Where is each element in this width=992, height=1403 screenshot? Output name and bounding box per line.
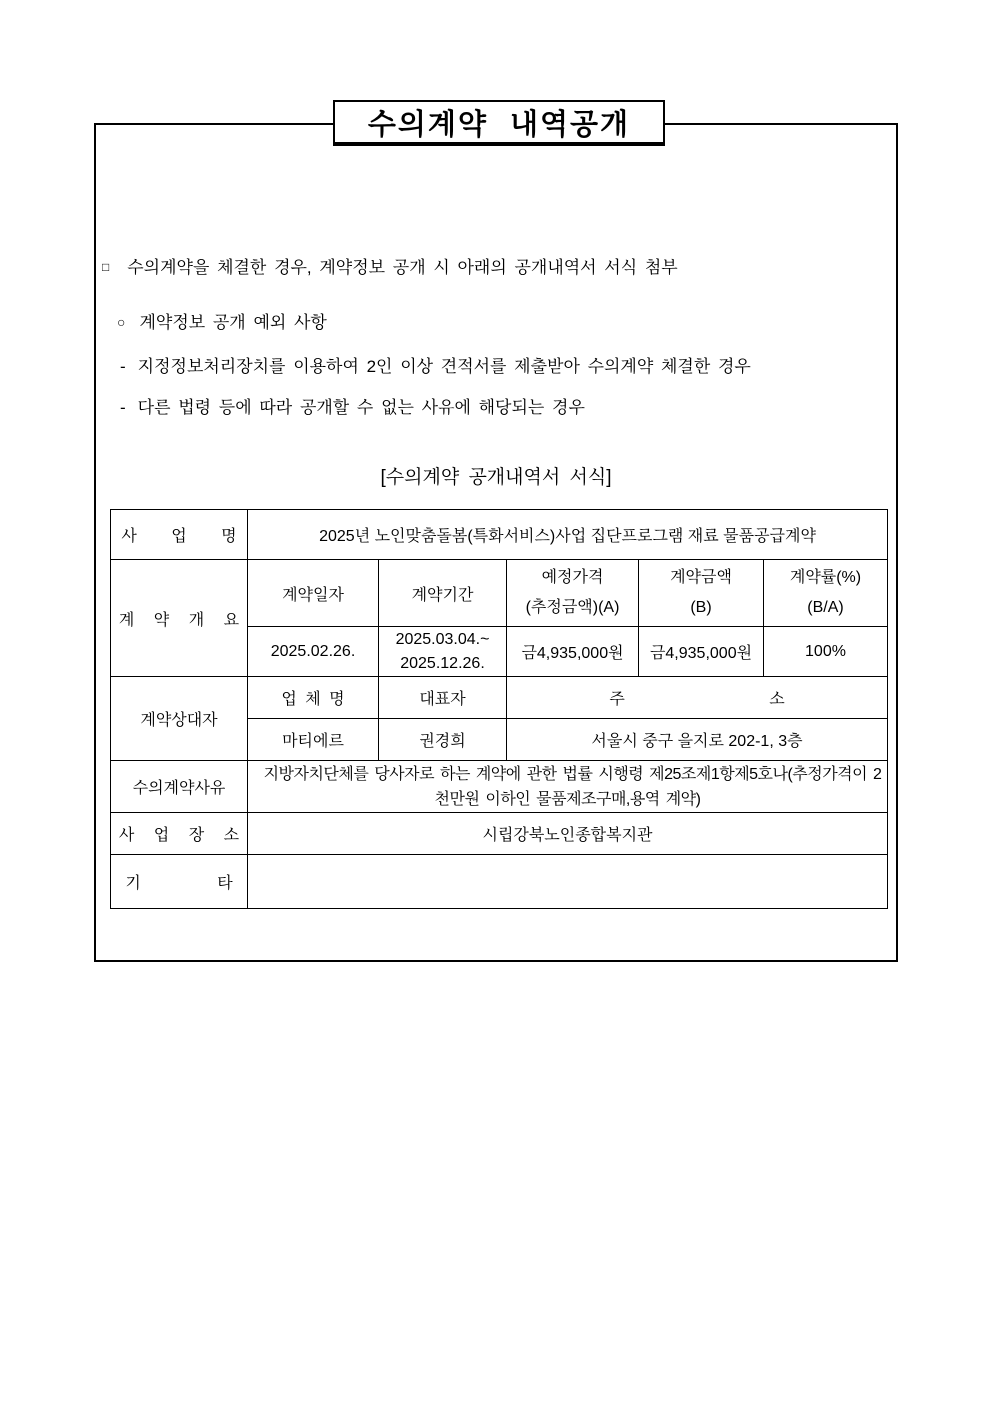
estimated-price-value: 금4,935,000원 [507, 627, 639, 677]
business-name-value: 2025년 노인맞춤돌봄(특화서비스)사업 집단프로그램 재료 물품공급계약 [248, 510, 888, 560]
party-col-representative: 대표자 [379, 677, 507, 719]
table-row [111, 855, 888, 909]
circle-bullet-icon: ○ [117, 314, 126, 330]
table-row [111, 677, 888, 719]
overview-label: 계 약 개 요 [111, 560, 248, 677]
note-exceptions-text: 계약정보 공개 예외 사항 [139, 313, 327, 332]
note-exception-item-1-text: 지정정보처리장치를 이용하여 2인 이상 견적서를 제출받아 수의계약 체결한 경우 [137, 357, 751, 376]
note-exception-item-2 [120, 393, 585, 418]
dash-bullet-icon: - [120, 398, 126, 417]
note-attachment [102, 253, 678, 278]
overview-col-date: 계약일자 [248, 560, 379, 627]
document-title-box [333, 100, 665, 146]
party-label: 계약상대자 [111, 677, 248, 761]
form-heading: [수의계약 공개내역서 서식] [380, 467, 612, 488]
location-value: 시립강북노인종합복지관 [248, 813, 888, 855]
reason-label: 수의계약사유 [111, 761, 248, 813]
etc-label: 기 타 [111, 855, 248, 909]
overview-col-estimated-price-line1: 예정가격 [541, 569, 604, 586]
note-attachment-text: 수의계약을 체결한 경우, 계약정보 공개 시 아래의 공개내역서 서식 첨부 [127, 258, 678, 277]
overview-col-amount [639, 560, 764, 627]
reason-value: 지방자치단체를 당사자로 하는 계약에 관한 법률 시행령 제25조제1항제5호나(추정가격이 2천만원 이하인 물품제조구매,용역 계약) [248, 761, 888, 813]
dash-bullet-icon: - [120, 357, 126, 376]
table-row [111, 761, 888, 813]
location-label: 사 업 장 소 [111, 813, 248, 855]
overview-col-rate-line1: 계약률(%) [789, 569, 862, 586]
party-representative-value: 권경희 [379, 719, 507, 761]
contract-period-line1: 2025.03.04.~ [395, 630, 490, 648]
overview-col-rate [764, 560, 888, 627]
contract-rate-value: 100% [764, 627, 888, 677]
table-row [111, 510, 888, 560]
document-title: 수의계약 내역공개 [367, 108, 631, 141]
content-border-box [94, 123, 898, 962]
note-exceptions-heading [117, 308, 327, 333]
square-bullet-icon: □ [102, 260, 110, 274]
table-row [111, 813, 888, 855]
table-row [111, 560, 888, 627]
disclosure-table [110, 509, 888, 909]
etc-value [248, 855, 888, 909]
contract-period-value [379, 627, 507, 677]
contract-period-line2: 2025.12.26. [400, 654, 485, 672]
note-exception-item-2-text: 다른 법령 등에 따라 공개할 수 없는 사유에 해당되는 경우 [137, 398, 585, 417]
overview-col-period: 계약기간 [379, 560, 507, 627]
overview-col-amount-line2: (B) [690, 599, 712, 616]
overview-col-estimated-price-line2: (추정금액)(A) [525, 599, 620, 616]
business-name-label: 사 업 명 [111, 510, 248, 560]
party-col-company: 업 체 명 [248, 677, 379, 719]
contract-amount-value: 금4,935,000원 [639, 627, 764, 677]
overview-col-estimated-price [507, 560, 639, 627]
contract-date-value: 2025.02.26. [248, 627, 379, 677]
party-address-value: 서울시 중구 을지로 202-1, 3층 [507, 719, 888, 761]
party-company-value: 마티에르 [248, 719, 379, 761]
note-exception-item-1 [120, 352, 751, 377]
overview-col-rate-line2: (B/A) [807, 599, 844, 616]
party-col-address: 주 소 [507, 677, 888, 719]
overview-col-amount-line1: 계약금액 [670, 569, 732, 586]
